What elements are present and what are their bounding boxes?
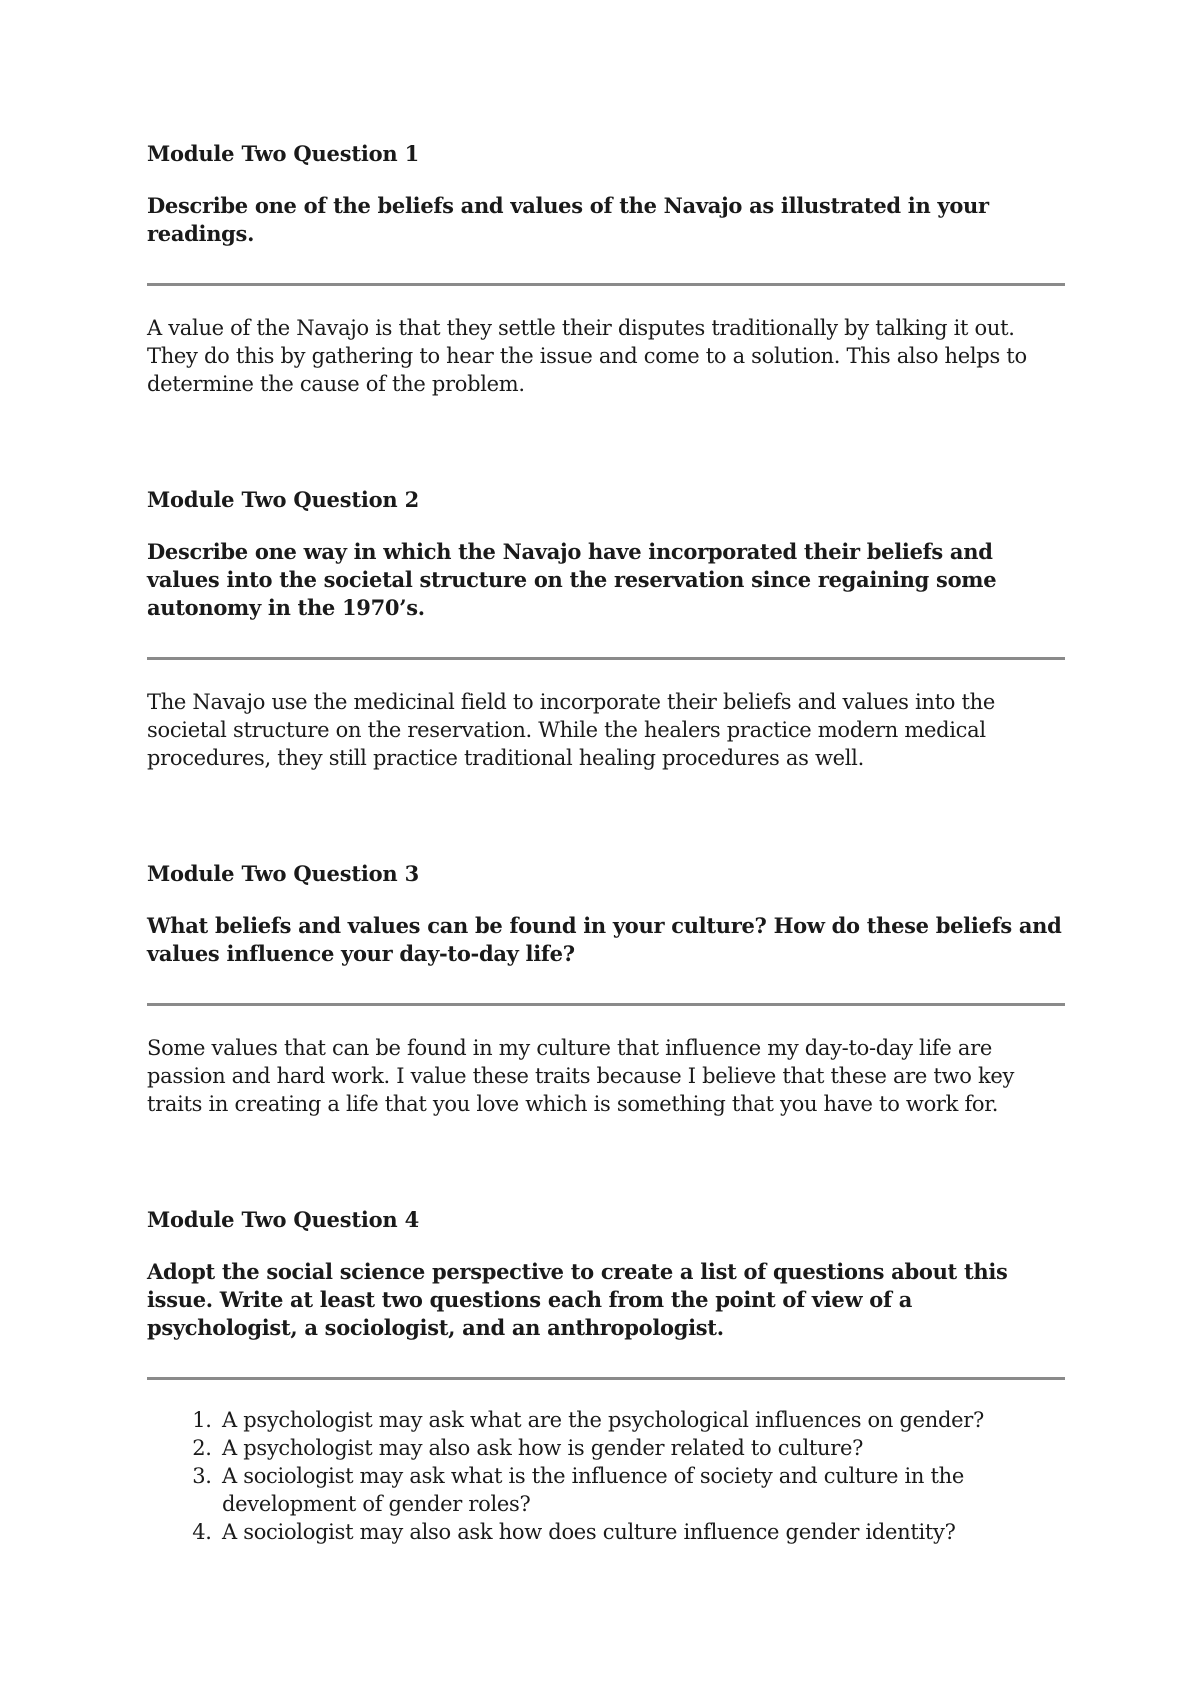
question-section-4	[147, 1206, 1065, 1546]
answer-text: The Navajo use the medicinal field to incorporate their beliefs and values into the societal structure on the reservation. While the healers practice modern medical procedures, they still practice traditional healing procedures as well.	[147, 690, 995, 770]
divider-rule	[147, 1377, 1065, 1380]
question-prompt: Describe one way in which the Navajo have incorporated their beliefs and values into the societal structure on the reservation since regaining some autonomy in the 1970’s.	[147, 539, 997, 620]
answer-list	[147, 1406, 1065, 1546]
answer-text: Some values that can be found in my culture that influence my day-to-day life are passion and hard work. I value these traits because I believe that these are two key traits in creating a life that you love which is something that you have to work for.	[147, 1036, 1015, 1116]
question-prompt: What beliefs and values can be found in your culture? How do these beliefs and values influence your day-to-day life?	[147, 913, 1062, 966]
list-item: 3. A sociologist may ask what is the influence of society and culture in the development of gender roles?	[218, 1462, 1065, 1518]
question-title: Module Two Question 4	[147, 1207, 419, 1232]
question-section-2	[147, 486, 1065, 772]
divider-rule	[147, 283, 1065, 286]
document-page	[147, 140, 1065, 1546]
divider-rule	[147, 657, 1065, 660]
question-title: Module Two Question 1	[147, 141, 419, 166]
list-item: 2. A psychologist may also ask how is gender related to culture?	[218, 1434, 1065, 1462]
question-section-1	[147, 140, 1065, 398]
question-title: Module Two Question 3	[147, 861, 419, 886]
answer-text: A value of the Navajo is that they settle their disputes traditionally by talking it out. They do this by gathering to hear the issue and come to a solution. This also helps to determine the cause of the problem.	[147, 316, 1027, 396]
list-item: 4. A sociologist may also ask how does culture influence gender identity?	[218, 1518, 1065, 1546]
list-item: 1. A psychologist may ask what are the psychological influences on gender?	[218, 1406, 1065, 1434]
question-prompt: Describe one of the beliefs and values of the Navajo as illustrated in your readings.	[147, 193, 989, 246]
question-prompt: Adopt the social science perspective to create a list of questions about this issue. Write at least two questions each from the point of view of a psychologist, a sociologist, and an anthropologist.	[147, 1259, 1008, 1340]
question-section-3	[147, 860, 1065, 1118]
divider-rule	[147, 1003, 1065, 1006]
question-title: Module Two Question 2	[147, 487, 419, 512]
